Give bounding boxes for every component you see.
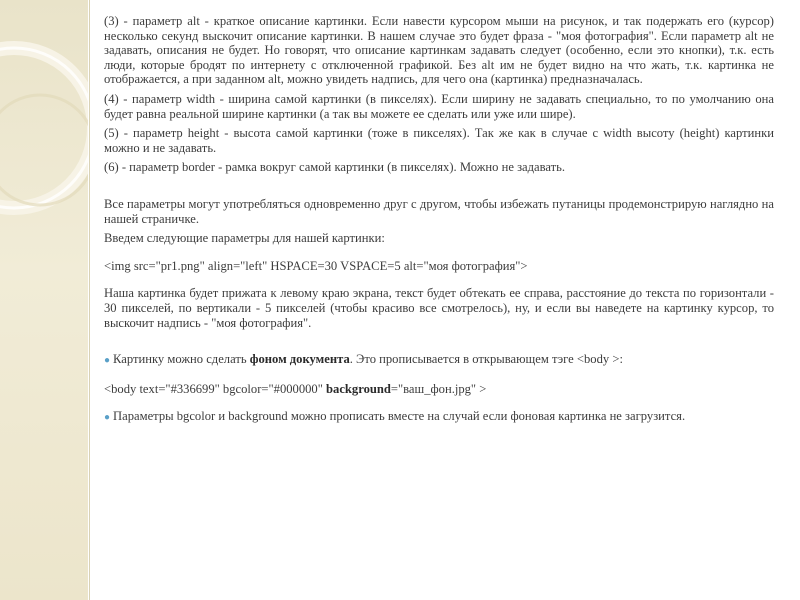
paragraph-result: Наша картинка будет прижата к левому краю экрана, текст будет обтекать ее справа, расстояние до текста по горизонтали - 30 пикселей, по вертикали - 5 пикселей (чтобы красиво все смотрелось), ну, и если вы наведете на картинку курсор, то выскочит надпись - "моя фотография". [104, 286, 774, 330]
paragraph-alt: (3) - параметр alt - краткое описание картинки. Если навести курсором мыши на рисунок, и так подержать его (курсор) несколько секунд выскочит описание картинки. В нашем случае это будет фраза - "моя фотография". Если параметр alt не задавать, описания не будет. Но говорят, что описание картинкам задавать следует (особенно, если это кнопки), т.к. есть люди, которые бродят по интернету с отключенной графикой. Без alt им не будет видно на что жать, т.к. картинка не отображается, а при заданном alt, можно увидеть надпись, для чего она (картинка) предназначалась. [104, 14, 774, 87]
bullet-item-background: ● Картинку можно сделать фоном документа. Это прописывается в открывающем тэге <body >: [104, 352, 623, 367]
paragraph-all-params: Все параметры могут употребляться одновременно друг с другом, чтобы избежать путаницы продемонстрирую наглядно на нашей страничке. [104, 196, 774, 226]
code-img-tag: <img src="pr1.png" align="left" HSPACE=30 VSPACE=5 alt="моя фотография"> [104, 258, 528, 273]
code-body-tag: <body text="#336699" bgcolor="#000000" background="ваш_фон.jpg" > [104, 381, 487, 396]
decorative-sidebar [0, 0, 88, 600]
bold-phrase: фоном документа [249, 352, 350, 367]
bullet-icon: ● [104, 355, 111, 367]
bullet-icon: ● [104, 412, 111, 424]
ring-decoration-icon [0, 0, 88, 600]
paragraph-intro: Введем следующие параметры для нашей картинки: [104, 231, 385, 246]
sidebar-divider [89, 0, 90, 600]
paragraph-width: (4) - параметр width - ширина самой картинки (в пикселях). Если ширину не задавать специально, то по умолчанию она будет равна реальной ширине картинки (а так вы можете ее сделать или уже или шире). [104, 91, 774, 121]
bullet-item-fallback: ● Параметры bgcolor и background можно прописать вместе на случай если фоновая картинка не загрузится. [104, 409, 686, 424]
bold-keyword: background [326, 381, 391, 396]
paragraph-height: (5) - параметр height - высота самой картинки (тоже в пикселях). Так же как в случае с width высоту (height) картинки можно и не задавать. [104, 126, 774, 155]
slide-content [104, 14, 774, 431]
paragraph-border: (6) - параметр border - рамка вокруг самой картинки (в пикселях). Можно не задавать. [104, 160, 566, 175]
